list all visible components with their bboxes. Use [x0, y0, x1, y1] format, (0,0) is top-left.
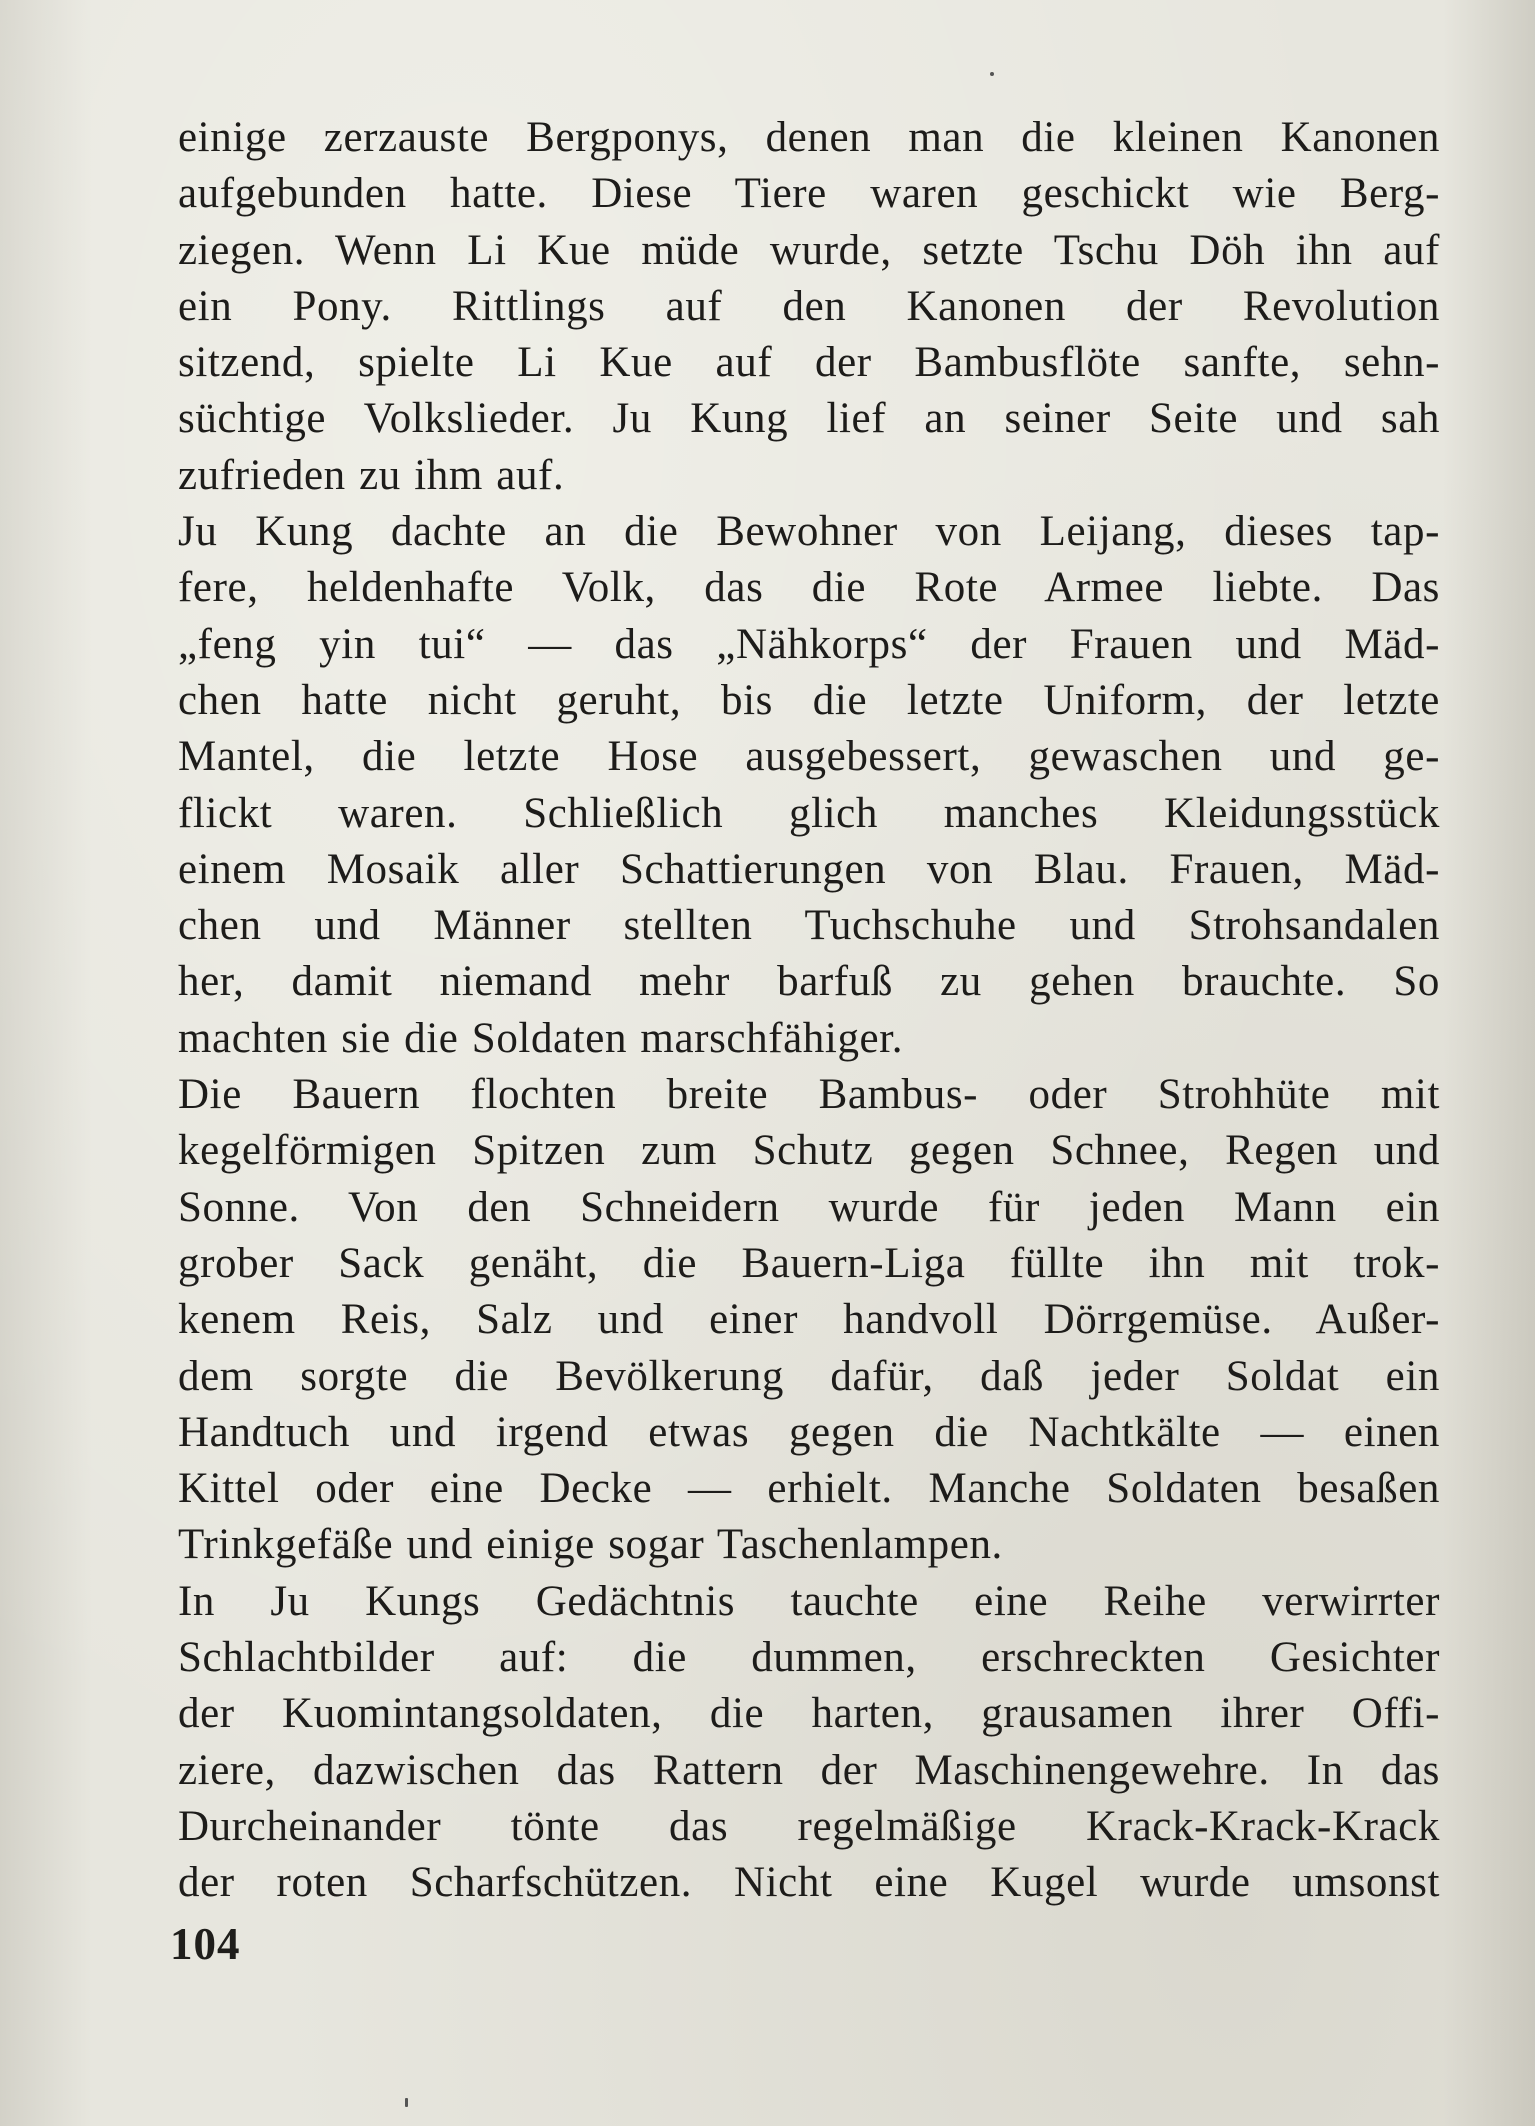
text-line: aufgebunden hatte. Diese Tiere waren geschickt wie Berg-: [178, 170, 1440, 218]
text-line: kegelförmigen Spitzen zum Schutz gegen Schnee, Regen und: [178, 1127, 1440, 1175]
text-line: Sonne. Von den Schneidern wurde für jeden Mann ein: [178, 1183, 1440, 1231]
text-line: Ju Kung dachte an die Bewohner von Leijang, dieses tap-: [178, 508, 1440, 556]
text-line-paragraph-end: Trinkgefäße und einige sogar Taschenlampen.: [178, 1521, 1003, 1569]
text-line: einige zerzauste Bergponys, denen man die kleinen Kanonen: [178, 114, 1440, 161]
text-line: Durcheinander tönte das regelmäßige Krack-Krack-Krack: [178, 1802, 1440, 1850]
text-line: der roten Scharfschützen. Nicht eine Kugel wurde umsonst: [178, 1859, 1440, 1907]
text-line-paragraph-end: zufrieden zu ihm auf.: [178, 451, 565, 499]
text-line: Handtuch und irgend etwas gegen die Nachtkälte — einen: [178, 1408, 1440, 1456]
paper-speck: [405, 2098, 408, 2107]
text-line: einem Mosaik aller Schattierungen von Blau. Frauen, Mäd-: [178, 845, 1440, 893]
text-line: Die Bauern flochten breite Bambus- oder Strohhüte mit: [178, 1071, 1440, 1119]
text-line: der Kuomintangsoldaten, die harten, grausamen ihrer Offi-: [178, 1690, 1440, 1738]
text-line: sitzend, spielte Li Kue auf der Bambusflöte sanfte, sehn-: [178, 339, 1440, 387]
text-line: grober Sack genäht, die Bauern-Liga füllte ihn mit trok-: [178, 1239, 1440, 1287]
text-line-paragraph-end: machten sie die Soldaten marschfähiger.: [178, 1014, 904, 1062]
paper-speck: [990, 72, 994, 76]
text-line: ziegen. Wenn Li Kue müde wurde, setzte Tschu Döh ihn auf: [178, 226, 1440, 274]
text-line: In Ju Kungs Gedächtnis tauchte eine Reihe verwirrter: [178, 1577, 1440, 1625]
text-line: Schlachtbilder auf: die dummen, erschreckten Gesichter: [178, 1634, 1440, 1682]
body-text: [178, 110, 1440, 1912]
text-line: chen hatte nicht geruht, bis die letzte Uniform, der letzte: [178, 676, 1440, 724]
text-line: flickt waren. Schließlich glich manches Kleidungsstück: [178, 789, 1440, 837]
text-line: chen und Männer stellten Tuchschuhe und Strohsandalen: [178, 902, 1440, 950]
text-line: fere, heldenhafte Volk, das die Rote Armee liebte. Das: [178, 564, 1440, 612]
text-line: ziere, dazwischen das Rattern der Maschinengewehre. In das: [178, 1746, 1440, 1794]
text-line: kenem Reis, Salz und einer handvoll Dörrgemüse. Außer-: [178, 1296, 1440, 1344]
text-line: dem sorgte die Bevölkerung dafür, daß jeder Soldat ein: [178, 1352, 1440, 1400]
text-line: „feng yin tui“ — das „Nähkorps“ der Frauen und Mäd-: [178, 620, 1440, 668]
text-line: süchtige Volkslieder. Ju Kung lief an seiner Seite und sah: [178, 395, 1440, 443]
page-number: 104: [170, 1919, 241, 1969]
text-line: ein Pony. Rittlings auf den Kanonen der Revolution: [178, 282, 1440, 330]
text-line: Mantel, die letzte Hose ausgebessert, gewaschen und ge-: [178, 733, 1440, 781]
text-line: Kittel oder eine Decke — erhielt. Manche Soldaten besaßen: [178, 1465, 1440, 1513]
text-line: her, damit niemand mehr barfuß zu gehen brauchte. So: [178, 958, 1440, 1006]
